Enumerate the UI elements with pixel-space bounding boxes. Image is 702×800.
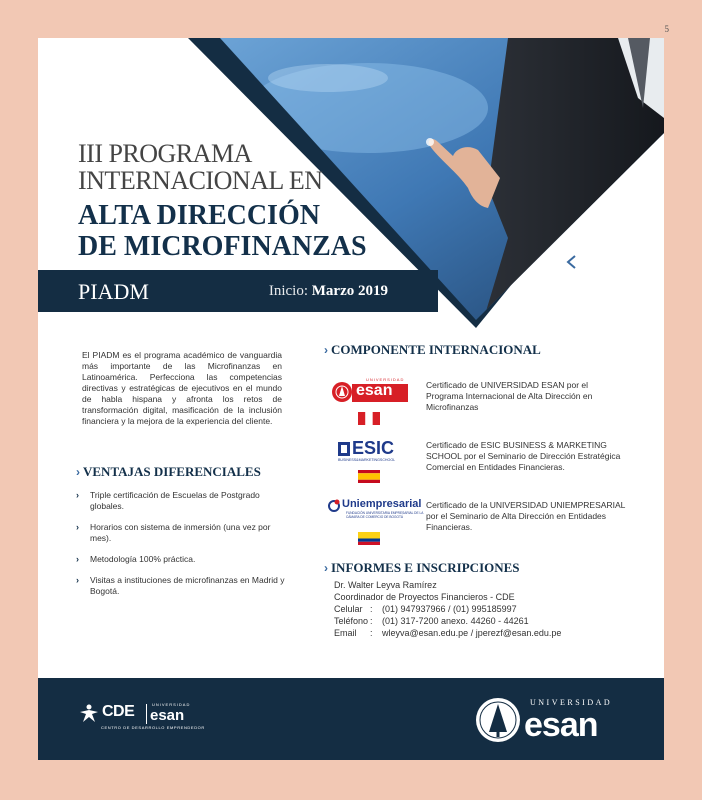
- chevron-right-icon: ›: [76, 575, 79, 585]
- program-title: [78, 140, 367, 262]
- person-figure-icon: [78, 704, 100, 722]
- esan-footer-logo: [474, 696, 634, 746]
- intro-paragraph: El PIADM es el programa académico de vanguardia más importante de las Microfinanzas en Latinoamérica. Perfecciona las competencias directivas y estratégicas de ejecutivos en el mundo de habla hispana y afronta los retos de transformación digital, masificación de la inclusión financiera y la mejora de la experiencia del cliente.: [82, 350, 282, 426]
- chevron-right-icon: ›: [324, 343, 328, 357]
- esan-logo-sub: UNIVERSIDAD: [366, 377, 405, 382]
- footer-bar: [38, 678, 664, 760]
- esan-logo-word: esan: [356, 382, 393, 399]
- esic-logo-word: ESIC: [352, 438, 395, 458]
- list-item: [76, 522, 286, 544]
- chevron-right-icon: ›: [324, 561, 328, 575]
- contact-label: Email: [334, 628, 357, 638]
- contact-role: Coordinador de Proyectos Financieros - CDE: [334, 592, 515, 602]
- cert-text-esic: Certificado de ESIC BUSINESS & MARKETING SCHOOL por el Seminario de Dirección Estratégica Comercial en Entidades Financieras.: [426, 440, 621, 472]
- contact-row-mobile: Celular : (01) 947937966 / (01) 995185997: [334, 604, 517, 614]
- contact-value: (01) 947937966 / (01) 995185997: [382, 604, 517, 614]
- contact-row-phone: Teléfono : (01) 317-7200 anexo. 44260 - 44261: [334, 616, 529, 626]
- title-line-1: III PROGRAMA: [78, 139, 252, 168]
- contact-email-link[interactable]: wleyva@esan.edu.pe / jperezf@esan.edu.pe: [382, 628, 562, 638]
- list-item: [76, 554, 286, 565]
- ventajas-heading-text: VENTAJAS DIFERENCIALES: [83, 464, 261, 479]
- start-label: Inicio:: [268, 283, 309, 299]
- page-number: 5: [664, 24, 669, 34]
- ventajas-list: [76, 490, 286, 607]
- chevron-right-icon: ›: [76, 490, 79, 500]
- contact-block: [334, 579, 561, 639]
- esan-seal-icon: [474, 696, 522, 744]
- informes-heading: [324, 560, 520, 576]
- cert-row-esan: [328, 376, 628, 436]
- componente-heading: [324, 342, 541, 358]
- esan-univ-text: UNIVERSIDAD: [530, 698, 613, 707]
- contact-name: Dr. Walter Leyva Ramírez: [334, 580, 437, 590]
- cert-row-esic: [328, 436, 628, 496]
- brochure-page: [38, 38, 664, 760]
- spain-flag-icon: [358, 470, 380, 483]
- list-item: [76, 490, 286, 512]
- contact-label: Teléfono: [334, 616, 369, 626]
- colombia-flag-icon: [358, 532, 380, 545]
- title-line-2: INTERNACIONAL EN: [78, 166, 323, 195]
- cde-esan-logo: [78, 702, 218, 738]
- decorative-chevron-icon: [559, 234, 596, 285]
- cde-subtitle: CENTRO DE DESARROLLO EMPRENDEDOR: [101, 725, 205, 730]
- ventajas-heading: [76, 464, 261, 480]
- cert-text-esan: Certificado de UNIVERSIDAD ESAN por el Programa Internacional de Alta Dirección en Microfinanzas: [426, 380, 593, 412]
- list-item-text: Horarios con sistema de inmersión (una vez por mes).: [90, 522, 271, 543]
- cert-text-uniempresarial: Certificado de la UNIVERSIDAD UNIEMPRESARIAL por el Seminario de Alta Dirección en Entidades Financieras.: [426, 500, 626, 532]
- program-acronym: PIADM: [78, 279, 149, 304]
- list-item-text: Metodología 100% práctica.: [90, 554, 196, 564]
- uniempresarial-logo-sub: FUNDACIÓN UNIVERSITARIA EMPRESARIAL DE LA CÁMARA DE COMERCIO DE BOGOTÁ: [346, 511, 424, 519]
- chevron-right-icon: ›: [76, 522, 79, 532]
- cde-text: CDE: [102, 703, 135, 720]
- title-line-3: ALTA DIRECCIÓN: [78, 200, 320, 231]
- chevron-right-icon: ›: [76, 554, 79, 564]
- cert-row-uniempresarial: [328, 496, 628, 556]
- program-banner: [38, 270, 438, 312]
- chevron-right-icon: ›: [76, 465, 80, 479]
- uniempresarial-logo-word: Uniempresarial: [342, 498, 422, 510]
- list-item: [76, 575, 286, 597]
- esic-logo-sub: BUSINESS&MARKETINGSCHOOL: [338, 458, 396, 462]
- contact-value: (01) 317-7200 anexo. 44260 - 44261: [382, 616, 529, 626]
- contact-label: Celular: [334, 604, 363, 614]
- list-item-text: Visitas a instituciones de microfinanzas en Madrid y Bogotá.: [90, 575, 285, 596]
- start-date: [269, 283, 388, 300]
- list-item-text: Triple certificación de Escuelas de Postgrado globales.: [90, 490, 260, 511]
- title-line-4: DE MICROFINANZAS: [78, 231, 367, 262]
- start-value: Marzo 2019: [311, 283, 388, 299]
- cde-esan-text: esan: [150, 707, 185, 724]
- cde-univ-text: UNIVERSIDAD: [152, 702, 191, 707]
- esan-word: esan: [524, 706, 598, 744]
- contact-row-email: Email : wleyva@esan.edu.pe / jperezf@esan.edu.pe: [334, 628, 562, 638]
- informes-heading-text: INFORMES E INSCRIPCIONES: [331, 560, 520, 575]
- componente-heading-text: COMPONENTE INTERNACIONAL: [331, 342, 541, 357]
- peru-flag-icon: [358, 412, 380, 425]
